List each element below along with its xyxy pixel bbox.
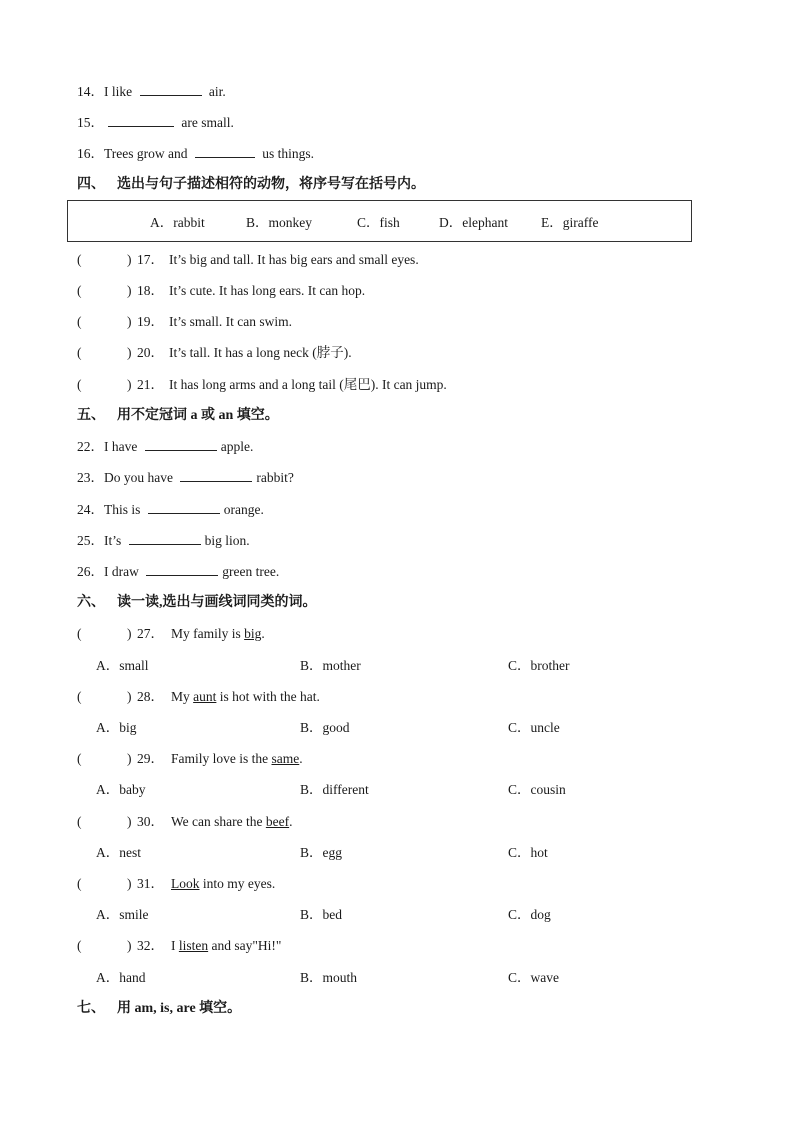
question-text: It’s small. It can swim.: [169, 314, 292, 329]
question-number: 16．: [77, 146, 104, 161]
option-b[interactable]: B．different: [300, 782, 369, 797]
answer-blank[interactable]: [180, 469, 252, 482]
option-c[interactable]: C．brother: [508, 658, 570, 673]
question-text-post: us things.: [262, 146, 315, 161]
question-number: 23．: [77, 470, 104, 485]
option-a[interactable]: A．nest: [96, 845, 141, 860]
answer-paren-close: ): [127, 345, 132, 360]
question-text: Look into my eyes.: [171, 876, 276, 891]
question-text: We can share the beef.: [171, 814, 293, 829]
option-b[interactable]: B．mother: [300, 658, 361, 673]
question-text-post: rabbit?: [256, 470, 294, 485]
question-number: 20．: [137, 345, 164, 360]
section-title: 用不定冠词 a 或 an 填空。: [117, 408, 279, 423]
option-c[interactable]: C．wave: [508, 970, 559, 985]
answer-paren-close: ): [127, 876, 132, 891]
question-15: [77, 114, 234, 132]
option-b[interactable]: B．egg: [300, 845, 342, 860]
section-number: 六、: [77, 595, 105, 610]
question-14: [77, 83, 226, 101]
question-text: It’s cute. It has long ears. It can hop.: [169, 283, 366, 298]
question-24: [77, 501, 264, 519]
question-number: 26．: [77, 564, 104, 579]
section-number: 七、: [77, 1001, 105, 1016]
underlined-word: same: [271, 751, 300, 766]
answer-paren-open[interactable]: (: [77, 876, 82, 891]
answer-paren-close: ): [127, 689, 132, 704]
question-text-post: apple.: [220, 439, 254, 454]
option-a[interactable]: A．big: [96, 720, 137, 735]
answer-blank[interactable]: [145, 438, 217, 451]
option-c[interactable]: C．cousin: [508, 782, 566, 797]
question-text-pre: I have: [104, 439, 138, 454]
question-text-pre: Do you have: [104, 470, 173, 485]
answer-paren-open[interactable]: (: [77, 814, 82, 829]
question-number: 30．: [137, 814, 164, 829]
answer-paren-close: ): [127, 252, 132, 267]
option-a[interactable]: A．hand: [96, 970, 146, 985]
answer-paren-open[interactable]: (: [77, 345, 82, 360]
animal-options-box: [67, 200, 692, 242]
answer-blank[interactable]: [140, 83, 202, 96]
question-number: 22．: [77, 439, 104, 454]
option-b: B．monkey: [246, 215, 312, 230]
question-text: My family is big.: [171, 626, 265, 641]
answer-paren-close: ): [127, 283, 132, 298]
option-e: E．giraffe: [541, 215, 599, 230]
question-text-pre: I like: [104, 84, 133, 99]
answer-paren-open[interactable]: (: [77, 377, 82, 392]
answer-blank[interactable]: [148, 501, 220, 514]
answer-paren-open[interactable]: (: [77, 751, 82, 766]
question-text-pre: It’s: [104, 533, 122, 548]
question-number: 24．: [77, 502, 104, 517]
question-26: [77, 563, 279, 581]
question-number: 17．: [137, 252, 164, 267]
question-text-post: big lion.: [204, 533, 250, 548]
option-b[interactable]: B．mouth: [300, 970, 358, 985]
answer-blank[interactable]: [146, 563, 218, 576]
underlined-word: aunt: [193, 689, 217, 704]
question-text-pre: Trees grow and: [104, 146, 188, 161]
answer-paren-close: ): [127, 314, 132, 329]
question-text: It’s tall. It has a long neck (脖子).: [169, 345, 352, 360]
question-text: I listen and say"Hi!": [171, 938, 282, 953]
question-number: 27．: [137, 626, 164, 641]
answer-paren-close: ): [127, 814, 132, 829]
answer-paren-open[interactable]: (: [77, 252, 82, 267]
answer-paren-open[interactable]: (: [77, 314, 82, 329]
answer-paren-close: ): [127, 938, 132, 953]
underlined-word: big: [244, 626, 262, 641]
answer-paren-open[interactable]: (: [77, 283, 82, 298]
option-a[interactable]: A．smile: [96, 907, 149, 922]
answer-paren-close: ): [127, 751, 132, 766]
underlined-word: Look: [171, 876, 200, 891]
question-number: 31．: [137, 876, 164, 891]
option-b[interactable]: B．good: [300, 720, 350, 735]
section-7-heading: [77, 1000, 241, 1018]
question-text-pre: This is: [104, 502, 141, 517]
option-b[interactable]: B．bed: [300, 907, 342, 922]
answer-blank[interactable]: [129, 532, 201, 545]
answer-paren-close: ): [127, 626, 132, 641]
option-d: D．elephant: [439, 215, 508, 230]
section-4-heading: [77, 176, 425, 194]
section-number: 四、: [77, 177, 105, 192]
section-title: 选出与句子描述相符的动物，将序号写在括号内。: [117, 177, 425, 192]
section-5-heading: [77, 407, 279, 425]
section-title: 读一读,选出与画线词同类的词。: [117, 595, 317, 610]
question-number: 14．: [77, 84, 104, 99]
question-25: [77, 532, 250, 550]
option-c[interactable]: C．hot: [508, 845, 548, 860]
question-text-post: air.: [208, 84, 226, 99]
question-23: [77, 469, 294, 487]
option-a: A．rabbit: [150, 215, 205, 230]
section-6-heading: [77, 594, 317, 612]
answer-paren-close: ): [127, 377, 132, 392]
question-number: 19．: [137, 314, 164, 329]
section-number: 五、: [77, 408, 105, 423]
question-number: 21．: [137, 377, 164, 392]
answer-blank[interactable]: [108, 114, 174, 127]
option-a[interactable]: A．baby: [96, 782, 146, 797]
question-text: My aunt is hot with the hat.: [171, 689, 320, 704]
option-c[interactable]: C．uncle: [508, 720, 560, 735]
underlined-word: listen: [178, 938, 209, 953]
question-16: [77, 145, 314, 163]
question-number: 18．: [137, 283, 164, 298]
question-text: It has long arms and a long tail (尾巴). It can jump.: [169, 377, 447, 392]
question-number: 29．: [137, 751, 164, 766]
question-22: [77, 438, 253, 456]
answer-paren-open[interactable]: (: [77, 689, 82, 704]
question-text-post: are small.: [181, 115, 234, 130]
answer-blank[interactable]: [195, 145, 255, 158]
option-a[interactable]: A．small: [96, 658, 149, 673]
underlined-word: beef: [265, 814, 290, 829]
question-text-post: green tree.: [222, 564, 280, 579]
option-c[interactable]: C．dog: [508, 907, 551, 922]
question-text-post: orange.: [223, 502, 264, 517]
question-text: It’s big and tall. It has big ears and small eyes.: [169, 252, 419, 267]
section-title: 用 am, is, are 填空。: [117, 1001, 242, 1016]
option-c: C．fish: [357, 215, 400, 230]
answer-paren-open[interactable]: (: [77, 626, 82, 641]
question-number: 28．: [137, 689, 164, 704]
question-number: 15．: [77, 115, 104, 130]
question-number: 25．: [77, 533, 104, 548]
answer-paren-open[interactable]: (: [77, 938, 82, 953]
question-text-pre: I draw: [104, 564, 139, 579]
question-number: 32．: [137, 938, 164, 953]
question-text: Family love is the same.: [171, 751, 303, 766]
